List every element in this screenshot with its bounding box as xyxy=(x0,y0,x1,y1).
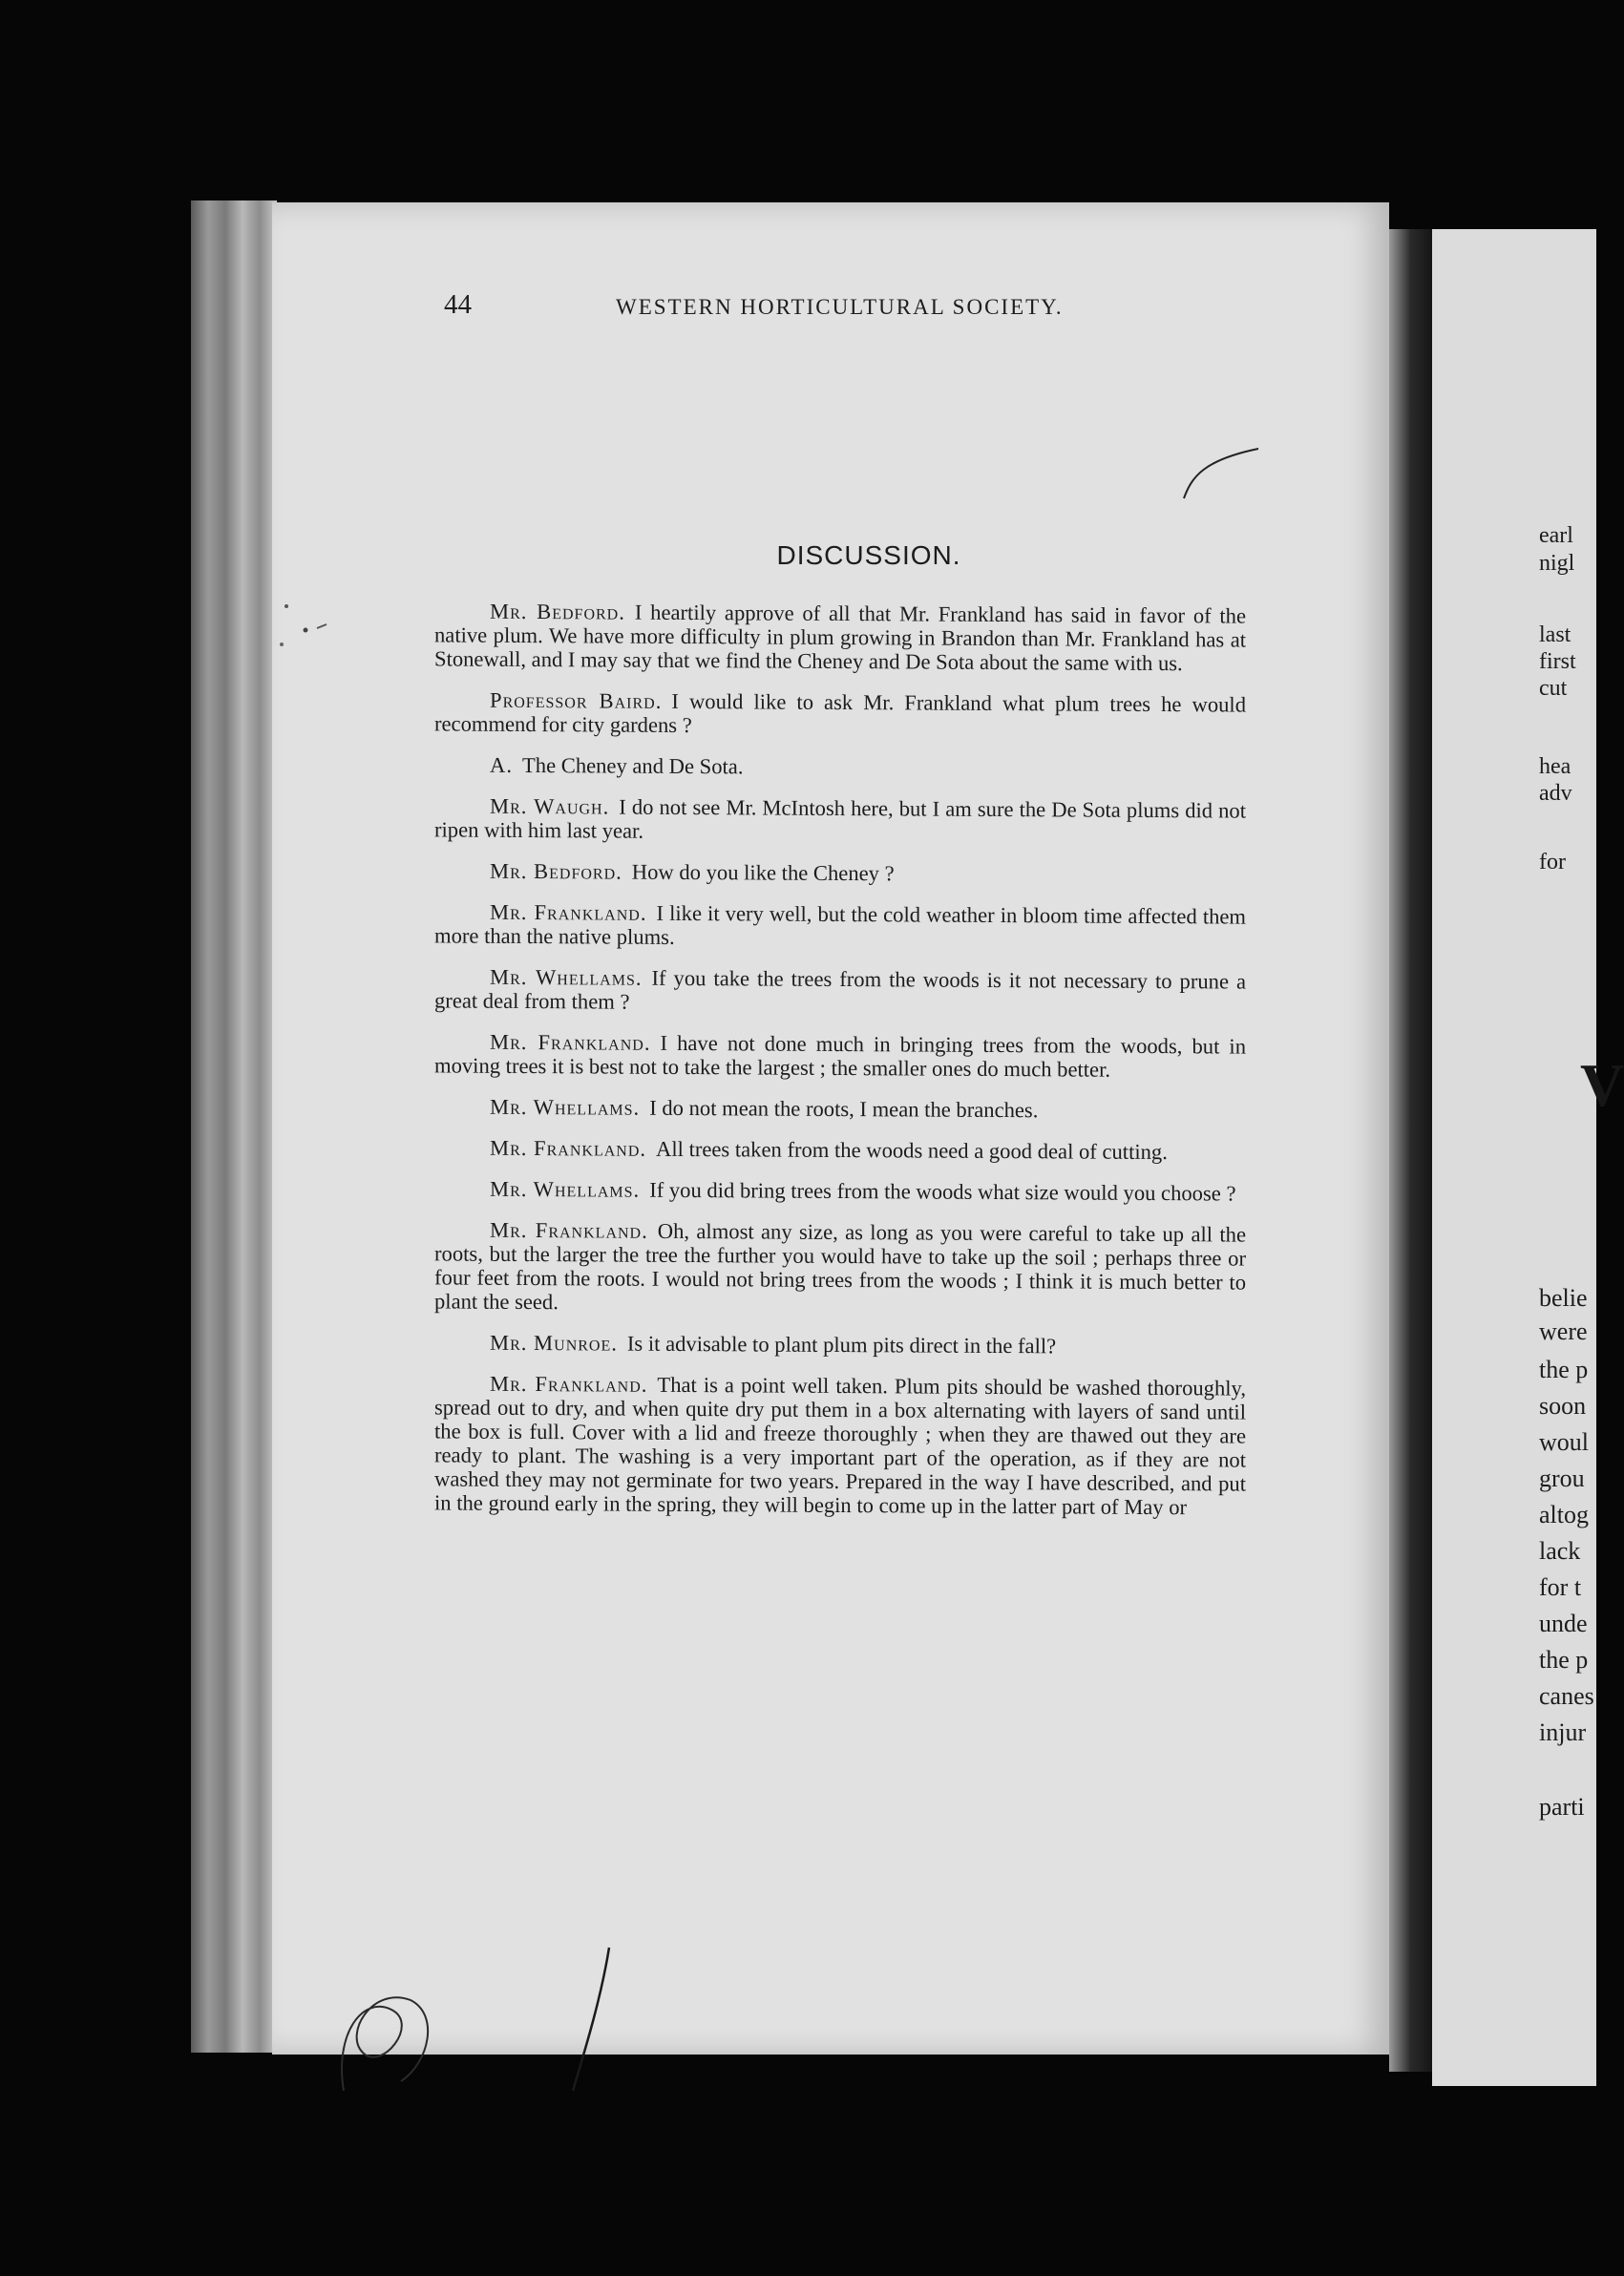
page-number: 44 xyxy=(444,289,472,320)
paragraph-text: I have not done much in bringing trees from the woods, but in moving trees it is best not to take the largest ; the smaller ones do much better. xyxy=(434,1030,1247,1082)
paragraph-text: How do you like the Cheney ? xyxy=(631,859,895,886)
speaker-name: Professor Baird. xyxy=(490,687,663,713)
right-page-fragment: altog xyxy=(1539,1501,1589,1528)
speaker-name: Mr. Frankland. xyxy=(490,1029,651,1055)
speaker-name: Mr. Whellams. xyxy=(490,964,643,990)
speaker-name: Mr. Whellams. xyxy=(490,1094,641,1120)
paragraph xyxy=(434,1135,1246,1164)
speaker-name: Mr. Waugh. xyxy=(490,793,610,819)
paragraph-text: I do not see Mr. McIntosh here, but I am sure the De Sota plums did not ripen with him last year. xyxy=(434,794,1247,843)
right-page-fragment: adv xyxy=(1539,781,1572,806)
right-page-fragment: canes xyxy=(1539,1682,1594,1710)
paragraph-text: The Cheney and De Sota. xyxy=(521,752,744,779)
paragraph-text: Oh, almost any size, as long as you were careful to take up all the roots, but the larger the tree the further you would have to take up the soil ; perhaps three or four feet from the roots. I would not bring trees from the woods ; I think it is much better to plant the seed. xyxy=(434,1218,1246,1315)
right-page-fragment: for xyxy=(1539,850,1566,875)
paragraph-text: That is a point well taken. Plum pits should be washed thoroughly, spread out to dry, and when quite dry put them in a box alternating with layers of sand until the box is full. Cover with a lid and freeze thoroughly ; when they are thawed out they are ready to plant. The washing is a very important part of the operation, as if they are not washed they may not germinate for two years. Prepared in the way I have described, and put in the ground early in the spring, they will begin to come up in the latter part of May or xyxy=(434,1372,1247,1520)
paragraph xyxy=(434,793,1246,846)
paragraph xyxy=(434,899,1246,952)
right-page-fragment: the p xyxy=(1539,1356,1589,1383)
right-page-fragment: grou xyxy=(1539,1465,1585,1492)
right-page-fragment: the p xyxy=(1539,1646,1589,1674)
right-page-fragment: nigl xyxy=(1539,551,1575,576)
right-page-fragment: unde xyxy=(1539,1610,1588,1637)
paragraph xyxy=(434,687,1246,740)
right-page-fragment: were xyxy=(1539,1317,1588,1345)
speaker-name: Mr. Frankland. xyxy=(490,1217,648,1243)
running-head-title: WESTERN HORTICULTURAL SOCIETY. xyxy=(616,295,1064,319)
right-page-fragment: hea xyxy=(1539,754,1571,779)
right-page-fragment: first xyxy=(1539,649,1576,674)
right-page-large-letter: V xyxy=(1580,1051,1624,1119)
pen-scribble-bottom xyxy=(325,1919,640,2100)
speaker-name: A. xyxy=(490,752,513,777)
paragraph xyxy=(434,1371,1246,1519)
running-head xyxy=(444,289,1246,327)
section-heading: DISCUSSION. xyxy=(776,540,961,570)
right-page-fragment: last xyxy=(1539,622,1571,647)
paragraph xyxy=(434,1094,1246,1123)
paragraph xyxy=(434,858,1246,887)
right-page-fragment: cut xyxy=(1539,676,1568,701)
right-page-fragment: belie xyxy=(1539,1284,1588,1312)
discussion-body xyxy=(434,601,1246,1534)
paragraph xyxy=(434,1330,1246,1359)
speaker-name: Mr. Munroe. xyxy=(490,1330,618,1356)
speaker-name: Mr. Whellams. xyxy=(490,1176,641,1202)
paragraph-text: I heartily approve of all that Mr. Frankland has said in favor of the native plum. We have more difficulty in plum growing in Brandon than Mr. Frankland has at Stonewall, and I may say that we find the Cheney and De Sota about the same with us. xyxy=(434,600,1246,676)
speaker-name: Mr. Bedford. xyxy=(490,599,625,624)
right-page-fragment: injur xyxy=(1539,1718,1587,1746)
paragraph-text: If you take the trees from the woods is it not necessary to prune a great deal from them ? xyxy=(434,965,1246,1014)
right-page-fragment: for t xyxy=(1539,1573,1582,1601)
paragraph xyxy=(434,1217,1246,1317)
paragraph-text: If you did bring trees from the woods what size would you choose ? xyxy=(649,1177,1236,1206)
paragraph xyxy=(434,1176,1246,1205)
book-gutter xyxy=(1389,229,1437,2072)
pen-mark-top xyxy=(1174,439,1270,506)
paragraph-text: I do not mean the roots, I mean the branches. xyxy=(649,1095,1039,1123)
paragraph-text: I like it very well, but the cold weather in bloom time affected them more than the native plums. xyxy=(434,900,1246,949)
paragraph xyxy=(434,964,1246,1017)
right-page-fragment: parti xyxy=(1539,1793,1585,1821)
right-page-fragment: lack xyxy=(1539,1537,1581,1565)
speaker-name: Mr. Frankland. xyxy=(490,1371,648,1397)
paragraph-text: I would like to ask Mr. Frankland what plum trees he would recommend for city gardens ? xyxy=(434,688,1246,738)
speaker-name: Mr. Frankland. xyxy=(490,1135,647,1161)
paragraph-text: Is it advisable to plant plum pits direct in the fall? xyxy=(626,1331,1057,1359)
page-edge-stack xyxy=(191,200,277,2053)
right-page-fragment: soon xyxy=(1539,1392,1587,1420)
paragraph xyxy=(434,599,1246,675)
margin-specks xyxy=(267,592,344,668)
paragraph xyxy=(434,1029,1246,1082)
speaker-name: Mr. Bedford. xyxy=(490,858,622,884)
speaker-name: Mr. Frankland. xyxy=(490,899,647,925)
paragraph-text: All trees taken from the woods need a good deal of cutting. xyxy=(656,1136,1168,1165)
paragraph xyxy=(434,752,1246,781)
right-page-fragment: earl xyxy=(1539,523,1573,548)
right-page-fragment: woul xyxy=(1539,1428,1589,1456)
